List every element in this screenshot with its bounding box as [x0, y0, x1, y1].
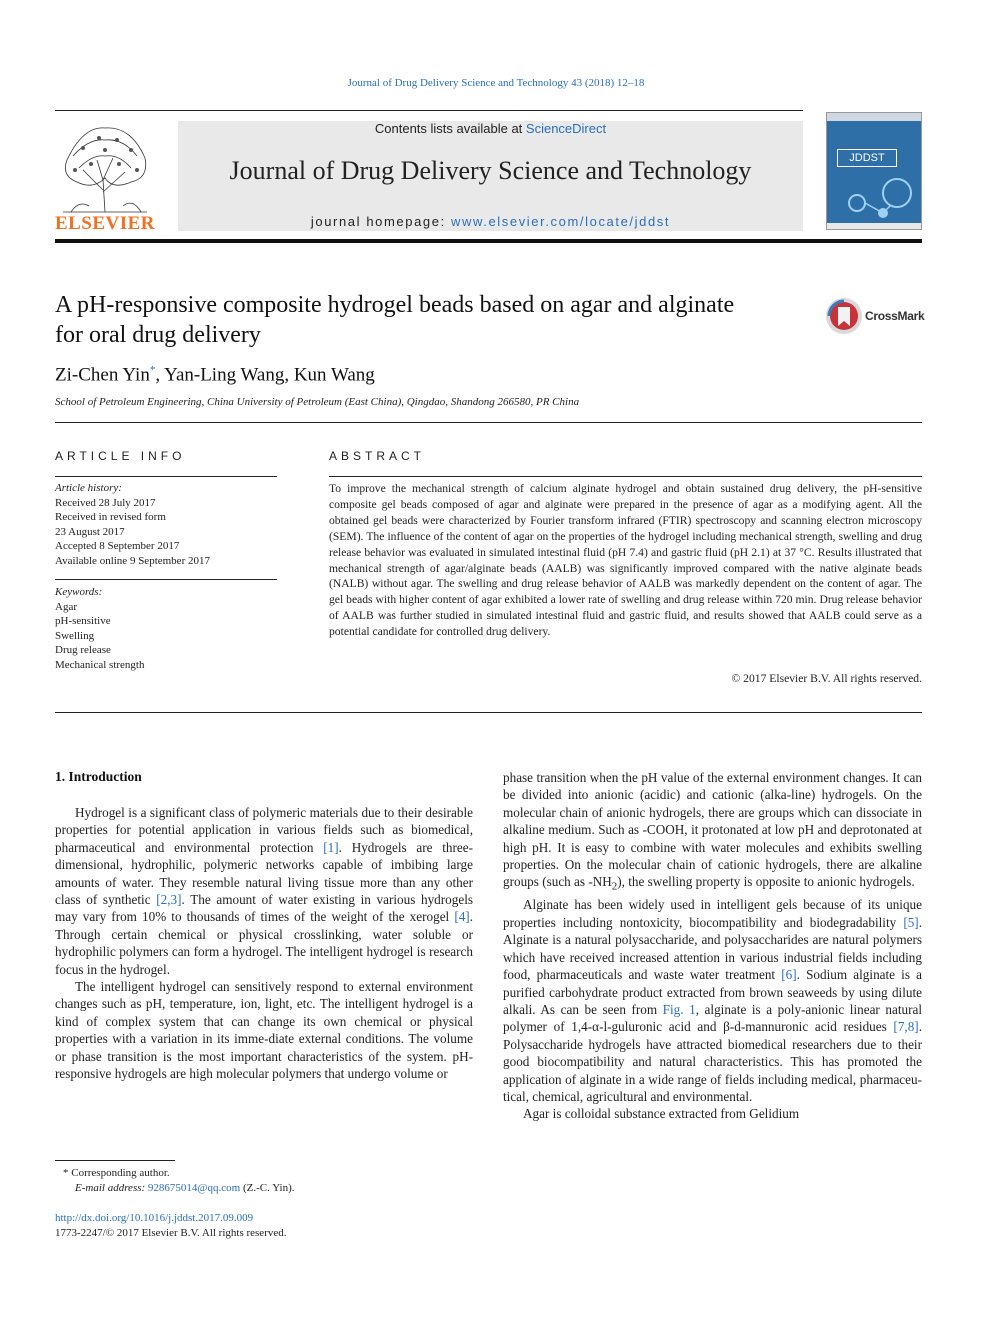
crossmark-label[interactable]: CrossMark [865, 309, 925, 323]
abstract-copyright: © 2017 Elsevier B.V. All rights reserved. [731, 672, 922, 685]
citation-link[interactable]: [1] [323, 839, 339, 855]
intro-paragraph-1 [55, 804, 473, 978]
author-1[interactable]: Zi-Chen Yin [55, 364, 150, 386]
intro-paragraph-4: Agar is colloidal substance extracted from Gelidium [523, 1106, 800, 1122]
homepage-link[interactable]: www.elsevier.com/locate/jddst [451, 214, 671, 229]
text-run: . Sodium alginate is a purified carbohydrate product extracted from brown seaweeds by using dilute alkali. As can be seen from [503, 967, 922, 1017]
introduction-heading: 1. Introduction [55, 769, 142, 784]
citation-link[interactable]: [2,3] [156, 892, 182, 908]
history-item: Received 28 July 2017 [55, 496, 156, 509]
citation-link[interactable]: [5] [903, 914, 919, 930]
article-title-line-2: for oral drug delivery [55, 322, 261, 348]
homepage-prefix: journal homepage: [310, 214, 451, 229]
doi-link[interactable]: http://dx.doi.org/10.1016/j.jddst.2017.09.009 [55, 1212, 254, 1224]
other-authors: , Yan-Ling Wang, Kun Wang [155, 364, 375, 386]
affiliation: School of Petroleum Engineering, China University of Petroleum (East China), Qingdao, Shandong 266580, PR China [55, 396, 580, 408]
article-info-heading: ARTICLE INFO [55, 449, 186, 463]
email-link[interactable]: 928675014@qq.com [147, 1182, 241, 1194]
issn-copyright: 1773-2247/© 2017 Elsevier B.V. All rights reserved. [55, 1227, 287, 1239]
keywords-label: Keywords: [55, 586, 103, 598]
keywords-rule [55, 579, 277, 580]
journal-name: Journal of Drug Delivery Science and Technology [229, 156, 752, 185]
abstract-text: To improve the mechanical strength of calcium alginate hydrogel and obtain sustained drug delivery, the pH-sensitive composite gel beads composed of agar and alginate were prepared in the presence of agar as a modifying agent. All the obtained gel beads were characterized by Fourier transform infrared (FTIR) spectroscopy and scanning electron microscopy (SEM). The influence of the content of agar on the properties of the hydrogel including mechanical strength, swelling and drug release behavior was evaluated in simulated intestinal fluid (pH 7.4) and gastric fluid (pH 2.1) at 37 °C. Results illustrated that mechanical strength of agar/alginate beads (AALB) was significantly improved compared with the native alginate beads (NALB) without agar. The swelling and drug release behavior of AALB was markedly dependent on the content of agar. The gel beads with higher content of agar exhibited a lower rate of swelling and drug release within 720 min. Drug release behavior of AALB was further studied in simulated intestinal fluid and gastric fluid, and results showed that AALB could serve as a potential candidate for controlled drug delivery. [329, 482, 922, 639]
text-run: , alginate is a poly-anionic linear natural polymer of 1,4-α-l-guluronic acid and β-d-mannuronic acid residues [503, 1001, 922, 1035]
text-run: ), the swelling property is opposite to anionic hydrogels. [617, 874, 915, 890]
history-label: Article history: [55, 482, 122, 494]
text-run: . Polysaccharide hydrogels have attracted biomedical researchers due to their good biocompatibility and natural characteristics. This has promoted the application of alginate in a wide range of fields including medical, pharmaceu-tical, chemical, agricultural and environmental. [503, 1019, 922, 1104]
abstract-bottom-rule [55, 712, 922, 713]
sciencedirect-link[interactable]: ScienceDirect [525, 121, 607, 136]
elsevier-wordmark: ELSEVIER [54, 213, 156, 234]
email-line [55, 1181, 295, 1196]
citation-link[interactable]: [6] [781, 967, 797, 983]
keyword: Agar [55, 600, 77, 613]
text-run: . The amount of water existing in various hydrogels may vary from 10% to thousands of times of the weight of the xerogel [55, 892, 473, 925]
intro-paragraph-3 [503, 896, 922, 1105]
article-title-line-1: A pH-responsive composite hydrogel beads based on agar and alginate [55, 292, 735, 318]
article-info-rule [55, 476, 277, 477]
email-suffix: (Z.-C. Yin). [240, 1182, 295, 1194]
article-title [55, 290, 815, 350]
cover-art [827, 113, 922, 230]
right-column [503, 769, 922, 1123]
journal-cover-thumbnail[interactable] [826, 112, 922, 230]
history-item: Accepted 8 September 2017 [55, 540, 180, 552]
text-run: . Hydrogels are three-dimensional, hydrophilic, polymeric networks capable of imbibing large amounts of water. They resemble natural living tissue more than any other class of synthetic [55, 839, 473, 908]
text-run: phase transition when the pH value of the external environment changes. It can be divided into anionic (acidic) and cationic (alka-line) hydrogels. On the molecular chain of anionic hydrogels, there are groups which can dissociate in alkaline medium. Such as -COOH, it protonated at low pH and deprotonated at high pH. It is easy to combine with water molecules and exhibits swelling properties. On the molecular chain of cationic hydrogels, there are alkaline groups (such as -NH [503, 770, 922, 890]
citation-link[interactable]: [7,8] [893, 1019, 919, 1035]
email-label: E-mail address: [75, 1182, 148, 1194]
subscript: 2 [611, 881, 618, 894]
keyword: pH-sensitive [55, 615, 111, 627]
citation-link[interactable]: [4] [454, 909, 470, 925]
history-item: Received in revised form [55, 511, 166, 523]
text-run: Alginate has been widely used in intelligent gels because of its unique properties including nontoxicity, biocompatibility and biodegradability [503, 897, 922, 930]
keyword: Swelling [55, 629, 95, 642]
text-run: . Through certain chemical or physical crosslinking, water soluble or hydrophilic polymers can form a hydrogel. The intelligent hydrogel is research focus in the hydrogel. [55, 909, 473, 977]
history-item: 23 August 2017 [55, 525, 125, 538]
intro-paragraph-2-continued [503, 769, 922, 896]
keyword: Drug release [55, 644, 111, 656]
author-list [55, 364, 375, 386]
keywords-list [55, 585, 277, 672]
intro-paragraph-2: The intelligent hydrogel can sensitively respond to external environment changes such as pH, temperature, ion, light, etc. The intelligent hydrogel is a kind of complex system that can change its own chemical or physical properties with a variation in its imme-diate external conditions. The volume or phase transition is the most important characteristics of the system. pH-responsive hydrogels are high molecular polymers that undergo volume or [55, 979, 473, 1082]
contents-prefix: Contents lists available at [374, 121, 526, 136]
journal-reference[interactable]: Journal of Drug Delivery Science and Technology 43 (2018) 12–18 [347, 77, 645, 89]
abstract-rule [329, 476, 922, 477]
keyword: Mechanical strength [55, 658, 145, 671]
cover-title: JDDST [837, 149, 897, 167]
text-run: Hydrogel is a significant class of polymeric materials due to their desirable properties for potential application in various fields such as biomedical, pharmaceutical and environmental protection [55, 805, 473, 855]
footnote [55, 1166, 295, 1196]
history-item: Available online 9 September 2017 [55, 554, 210, 567]
affiliation-rule [55, 422, 922, 423]
abstract-heading: ABSTRACT [329, 449, 426, 463]
figure-link[interactable]: Fig. 1 [662, 1001, 696, 1017]
header-rule [55, 110, 803, 111]
corresponding-author-mark[interactable]: * [149, 364, 156, 376]
text-run: . Alginate is a natural polysaccharide, and polysaccharides are natural polymers which have received increased attention in various industrial fields including food, pharmaceuticals and waste water treatment [503, 914, 922, 983]
footnote-rule [55, 1160, 175, 1161]
corresponding-author-note: * Corresponding author. [63, 1167, 170, 1179]
header-thick-rule [55, 239, 922, 243]
article-history [55, 481, 277, 568]
homepage-line [178, 214, 803, 229]
left-column [55, 804, 473, 1083]
contents-line [178, 121, 803, 136]
